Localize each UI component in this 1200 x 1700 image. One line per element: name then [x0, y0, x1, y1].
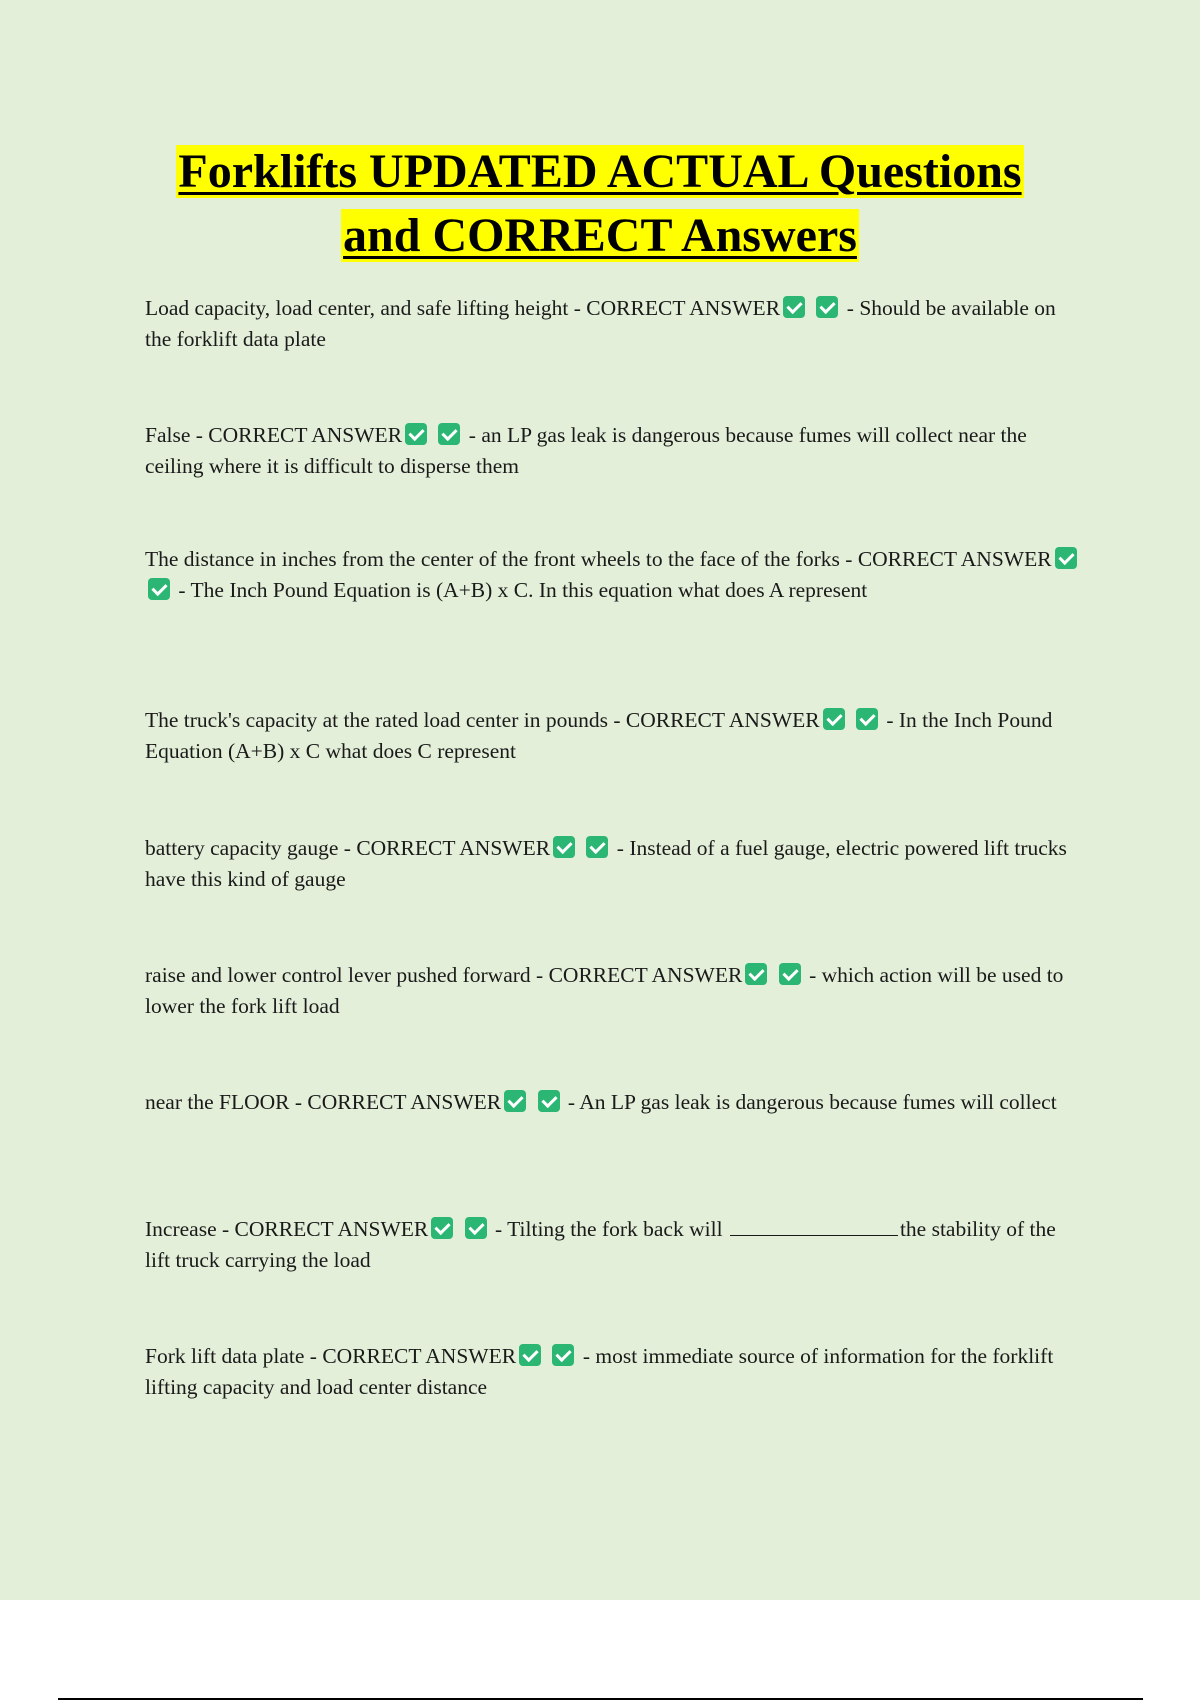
- question-text: - most immediate source of information for the forklift lifting capacity and load center distance: [145, 1344, 1054, 1399]
- qa-item: [145, 705, 1085, 767]
- check-box-icon: [538, 1090, 560, 1112]
- answer-text: battery capacity gauge -: [145, 836, 357, 860]
- check-box-icon: [438, 423, 460, 445]
- title-line-1: Forklifts UPDATED ACTUAL Questions: [178, 145, 1022, 198]
- answer-text: The truck's capacity at the rated load center in pounds -: [145, 708, 626, 732]
- check-box-icon: [465, 1217, 487, 1239]
- question-text: - An LP gas leak is dangerous because fumes will collect: [562, 1090, 1057, 1114]
- answer-text: False -: [145, 423, 209, 447]
- check-box-icon: [856, 708, 878, 730]
- answer-tag: CORRECT ANSWER: [356, 836, 551, 860]
- fill-in-blank: [730, 1217, 898, 1236]
- check-box-icon: [519, 1344, 541, 1366]
- answer-tag: CORRECT ANSWER: [208, 423, 403, 447]
- answer-text: Increase -: [145, 1217, 235, 1241]
- answer-text: raise and lower control lever pushed forward -: [145, 963, 549, 987]
- answer-text: near the FLOOR -: [145, 1090, 308, 1114]
- check-box-icon: [553, 836, 575, 858]
- answer-tag: CORRECT ANSWER: [586, 296, 781, 320]
- check-box-icon: [816, 296, 838, 318]
- qa-item: [145, 960, 1085, 1022]
- question-text: - which action will be used to lower the fork lift load: [145, 963, 1064, 1018]
- question-text: - Should be available on the forklift data plate: [145, 296, 1056, 351]
- answer-tag: CORRECT ANSWER: [625, 708, 820, 732]
- qa-item: [145, 1341, 1085, 1403]
- check-box-icon: [1055, 547, 1077, 569]
- check-box-icon: [745, 963, 767, 985]
- check-box-icon: [823, 708, 845, 730]
- question-text-continued: the stability of the lift truck carrying the load: [145, 1217, 1056, 1272]
- check-box-icon: [405, 423, 427, 445]
- qa-item: [145, 1214, 1085, 1276]
- answer-tag: CORRECT ANSWER: [234, 1217, 429, 1241]
- answer-text: Fork lift data plate -: [145, 1344, 323, 1368]
- check-box-icon: [779, 963, 801, 985]
- question-text: - Tilting the fork back will: [489, 1217, 728, 1241]
- answer-text: The distance in inches from the center of the front wheels to the face of the forks -: [145, 547, 858, 571]
- check-box-icon: [586, 836, 608, 858]
- question-text: - Instead of a fuel gauge, electric powered lift trucks have this kind of gauge: [145, 836, 1067, 891]
- check-box-icon: [431, 1217, 453, 1239]
- answer-tag: CORRECT ANSWER: [322, 1344, 517, 1368]
- check-box-icon: [504, 1090, 526, 1112]
- answer-text: Load capacity, load center, and safe lifting height -: [145, 296, 587, 320]
- qa-item: [145, 833, 1085, 895]
- question-text: - The Inch Pound Equation is (A+B) x C. In this equation what does A represent: [173, 578, 868, 602]
- check-box-icon: [783, 296, 805, 318]
- qa-item: [145, 420, 1085, 482]
- qa-item: [145, 544, 1085, 606]
- check-box-icon: [552, 1344, 574, 1366]
- qa-item: [145, 293, 1085, 355]
- answer-tag: CORRECT ANSWER: [857, 547, 1052, 571]
- title-line-2: and CORRECT Answers: [343, 209, 857, 262]
- answer-tag: CORRECT ANSWER: [548, 963, 743, 987]
- check-box-icon: [148, 578, 170, 600]
- question-text: - In the Inch Pound Equation (A+B) x C what does C represent: [145, 708, 1053, 763]
- answer-tag: CORRECT ANSWER: [307, 1090, 502, 1114]
- document-title: [0, 140, 1200, 268]
- question-text: - an LP gas leak is dangerous because fumes will collect near the ceiling where it is difficult to disperse them: [145, 423, 1027, 478]
- qa-item: [145, 1087, 1085, 1118]
